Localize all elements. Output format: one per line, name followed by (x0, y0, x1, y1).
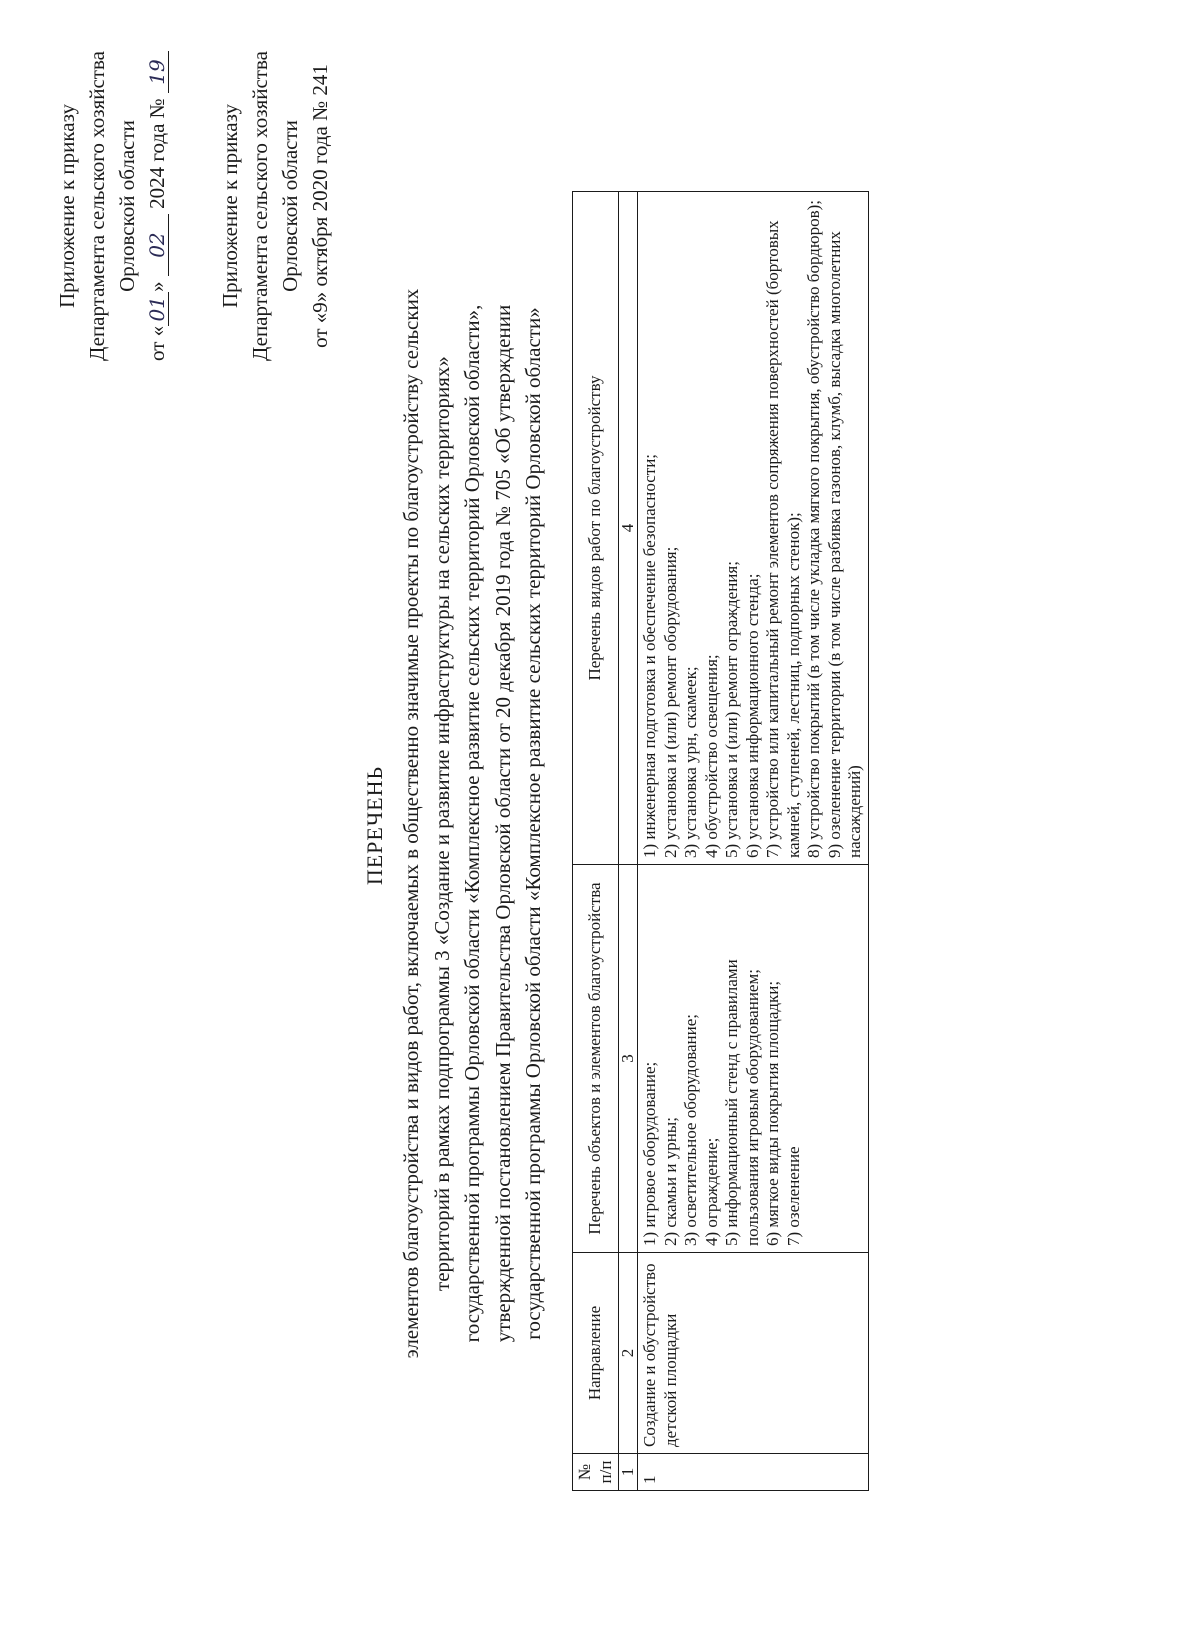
list-item: 5) установка и (или) ремонт ограждения; (722, 561, 741, 858)
list-item: 1) инженерная подготовка и обеспечение безопасности; (640, 453, 659, 858)
header-num: № п/п (573, 1454, 619, 1491)
annex-label: Приложение к приказу (55, 104, 79, 308)
intro-line: государственной программы Орловской области «Комплексное развитие сельских территорий Орловской области» (521, 307, 545, 1340)
list-item: 2) скамьи и урны; (660, 1117, 680, 1246)
column-number: 4 (619, 192, 638, 865)
handwritten-day: 01 (146, 292, 169, 326)
intro-line: утвержденной постановлением Правительства Орловской области от 20 декабря 2019 года № 705 «Об утверждении (490, 304, 515, 1343)
column-number: 2 (619, 1253, 638, 1454)
handwritten-month: 02 (146, 214, 169, 276)
list-item: 8) устройство покрытий (в том числе укладка мягкого покрытия, обустройство бордюров); (804, 200, 823, 858)
row-objects (638, 865, 869, 1253)
header-direction: Направление (573, 1253, 619, 1454)
row-direction: Создание и обустройство детской площадки (638, 1253, 869, 1454)
table-header-row (573, 192, 619, 1491)
header-works: Перечень видов работ по благоустройству (573, 192, 619, 865)
annex-label: Приложение к приказу (218, 104, 242, 308)
table-row (638, 192, 869, 1491)
list-item: 5) информационный стенд с правилами пользования игровым оборудованием; (722, 959, 762, 1246)
order-annex-header (52, 16, 172, 396)
list-item: 4) ограждение; (701, 1137, 721, 1246)
list-item: 9) озеленение территории (в том числе разбивка газонов, клумб, высадка многолетних насаждений) (824, 231, 864, 858)
department-label: Департамента сельского хозяйства (85, 51, 109, 361)
column-number: 1 (619, 1454, 638, 1491)
list-item: 4) обустройство освещения; (701, 654, 721, 858)
list-item: 2) установка и (или) ремонт оборудования; (660, 546, 680, 858)
list-item: 7) устройство или капитальный ремонт элементов сопряжения поверхностей (бортовых камней, ступеней, лестниц, подпорных стенок); (763, 220, 803, 858)
region-label: Орловской области (115, 120, 139, 292)
intro-line: элементов благоустройства и видов работ, включаемых в общественно значимые проекты по благоустройству сельских (399, 288, 423, 1359)
order-date-line (142, 16, 172, 396)
department-label: Департамента сельского хозяйства (248, 51, 272, 361)
date-prefix: от « (145, 325, 169, 361)
list-item: 6) мягкое виды покрытия площадки; (763, 980, 782, 1246)
date-quote: » (145, 281, 169, 292)
year-number-label: 2024 года № (145, 98, 169, 209)
list-item: 1) игровое оборудование; (640, 1061, 659, 1246)
intro-line: государственной программы Орловской области «Комплексное развитие сельских территорий Орловской области», (460, 304, 484, 1343)
row-number: 1 (638, 1454, 869, 1491)
order-date-line: от «9» октября 2020 года № 241 (308, 64, 332, 348)
column-number: 3 (619, 865, 638, 1253)
header-objects: Перечень объектов и элементов благоустройства (573, 865, 619, 1253)
list-item: 7) озеленение (783, 1146, 803, 1246)
handwritten-order-number: 19 (146, 51, 169, 93)
intro-line: территорий в рамках подпрограммы 3 «Создание и развитие инфраструктуры на сельских территориях» (429, 356, 454, 1291)
region-label: Орловской области (278, 120, 302, 292)
column-number-row (619, 192, 638, 1491)
row-works (638, 192, 869, 865)
list-item: 3) установка урн, скамеек; (681, 666, 700, 858)
previous-order-header (215, 16, 335, 396)
list-item: 3) осветительное оборудование; (681, 1013, 700, 1246)
list-item: 6) установка информационного стенда; (742, 573, 762, 858)
improvements-table (572, 191, 869, 1491)
document-intro (396, 96, 549, 1551)
document-title: ПЕРЕЧЕНЬ (362, 765, 387, 886)
